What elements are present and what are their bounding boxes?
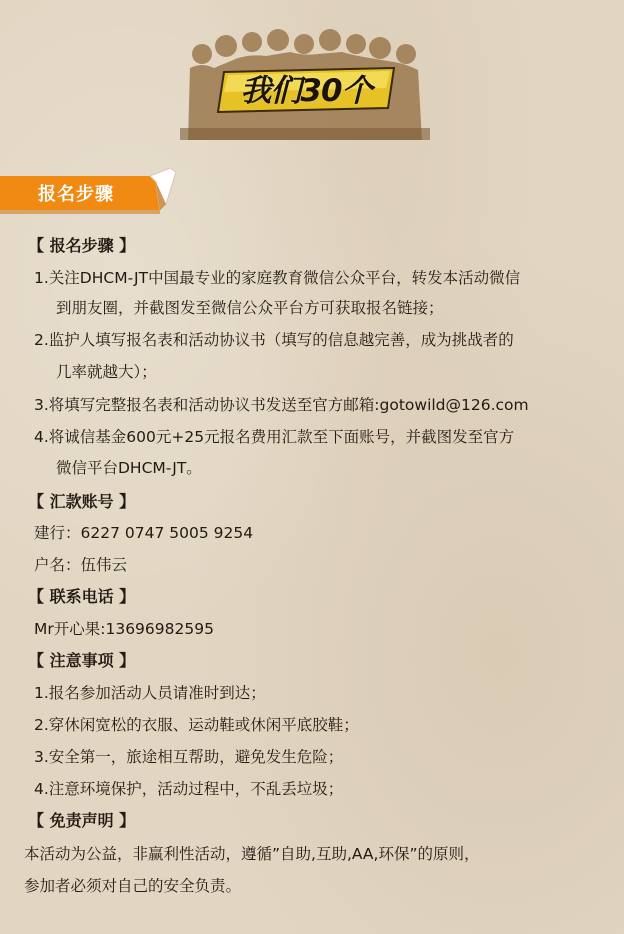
step-2-line-2: 几率就越大）； (56, 363, 157, 381)
step-4-line-1: 4.将诚信基金600元+25元报名费用汇款至下面账号，并截图发至官方 (34, 428, 515, 446)
disclaimer-line-1: 本活动为公益，非赢利性活动，遵循”自助,互助,AA,环保”的原则， (24, 845, 480, 863)
step-1-line-2: 到朋友圈，并截图发至微信公众平台方可获取报名链接； (56, 299, 444, 317)
hero-banner (180, 28, 430, 140)
account-heading: 【 汇款账号 】 (28, 492, 136, 511)
note-item-3: 3.安全第一，旅途相互帮助，避免发生危险； (34, 748, 344, 766)
account-bank: 建行：6227 0747 5005 9254 (34, 524, 254, 542)
note-item-1: 1.报名参加活动人员请准时到达； (34, 684, 266, 702)
step-1-line-1: 1.关注DHCM-JT中国最专业的家庭教育微信公众平台，转发本活动微信 (34, 269, 521, 287)
account-holder: 户名：伍伟云 (34, 556, 128, 574)
contact-phone: Mr开心果:13696982595 (34, 620, 214, 638)
step-2-line-1: 2.监护人填写报名表和活动协议书（填写的信息越完善，成为挑战者的 (34, 331, 514, 349)
note-item-2: 2.穿休闲宽松的衣服、运动鞋或休闲平底胶鞋； (34, 716, 359, 734)
notes-heading: 【 注意事项 】 (28, 651, 136, 670)
hero-title: 我们30个 (240, 72, 372, 109)
step-3-line-1: 3.将填写完整报名表和活动协议书发送至官方邮箱:gotowild@126.com (34, 396, 529, 414)
contact-heading: 【 联系电话 】 (28, 587, 136, 606)
tab-label: 报名步骤 (38, 184, 114, 205)
step-4-line-2: 微信平台DHCM-JT。 (56, 459, 202, 477)
disclaimer-heading: 【 免责声明 】 (28, 811, 136, 830)
disclaimer-line-2: 参加者必须对自己的安全负责。 (24, 877, 242, 895)
note-item-4: 4.注意环境保护，活动过程中，不乱丢垃圾； (34, 780, 344, 798)
steps-heading: 【 报名步骤 】 (28, 236, 136, 255)
